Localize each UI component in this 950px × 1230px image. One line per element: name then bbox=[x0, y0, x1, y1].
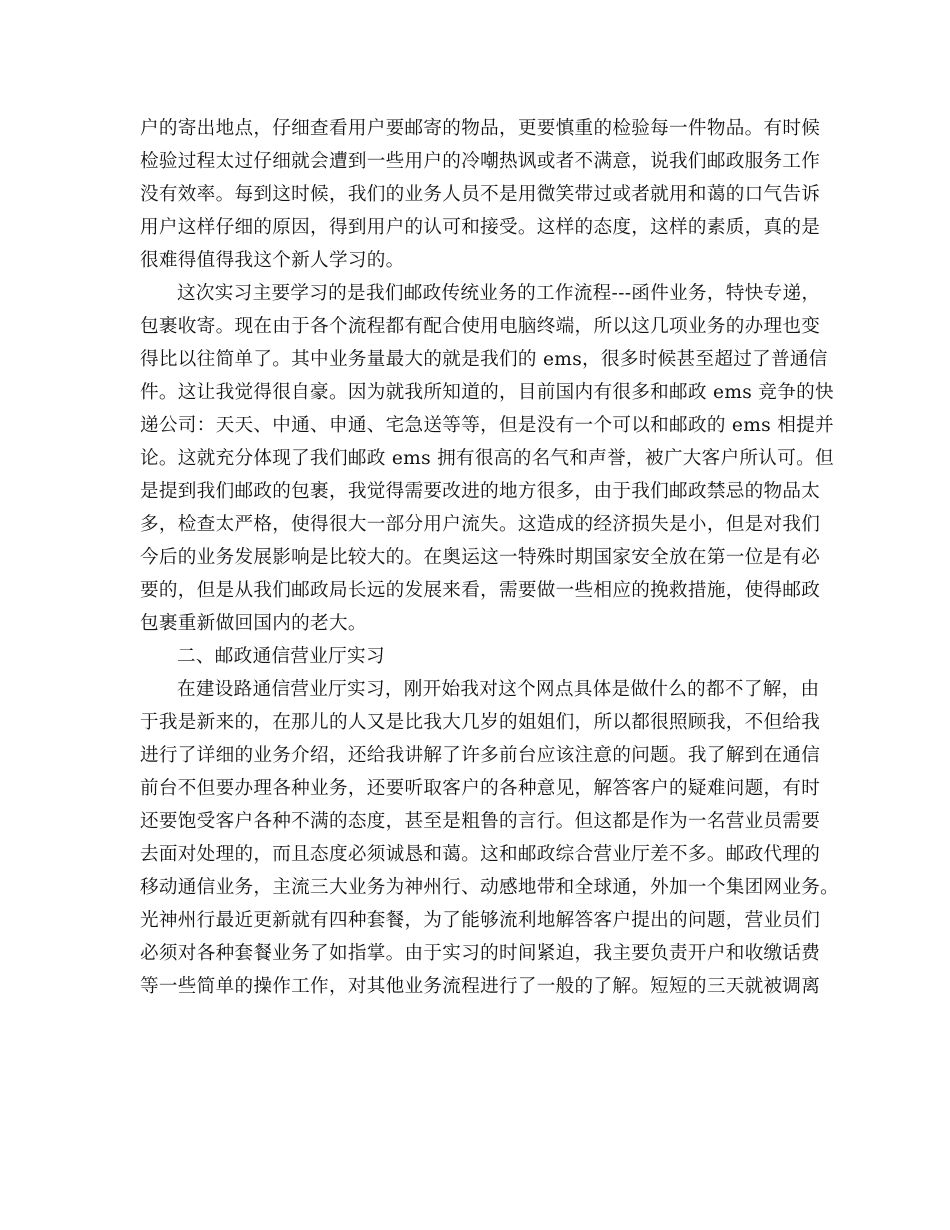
text-line: 去面对处理的，而且态度必须诚恳和蔼。这和邮政综合营业厅差不多。邮政代理的 bbox=[140, 844, 821, 865]
paragraph-first-line: 在建设路通信营业厅实习，刚开始我对这个网点具体是做什么的都不了解，由 bbox=[177, 679, 820, 700]
text-line: 检验过程太过仔细就会遭到一些用户的冷嘲热讽或者不满意，说我们邮政服务工作 bbox=[140, 151, 821, 172]
text-line: 包裹收寄。现在由于各个流程都有配合使用电脑终端，所以这几项业务的办理也变 bbox=[140, 316, 821, 337]
text-line: 户的寄出地点，仔细查看用户要邮寄的物品，更要慎重的检验每一件物品。有时候 bbox=[140, 118, 821, 139]
text-line: 用户这样仔细的原因，得到用户的认可和接受。这样的态度，这样的素质，真的是 bbox=[140, 217, 821, 238]
text-line: 等一些简单的操作工作，对其他业务流程进行了一般的了解。短短的三天就被调离 bbox=[140, 976, 821, 997]
text-line: 没有效率。每到这时候，我们的业务人员不是用微笑带过或者就用和蔼的口气告诉 bbox=[140, 184, 821, 205]
text-line: 今后的业务发展影响是比较大的。在奥运这一特殊时期国家安全放在第一位是有必 bbox=[140, 547, 821, 568]
text-line: 件。这让我觉得很自豪。因为就我所知道的，目前国内有很多和邮政 ems 竞争的快 bbox=[140, 382, 834, 403]
text-line: 光神州行最近更新就有四种套餐，为了能够流利地解答客户提出的问题，营业员们 bbox=[140, 910, 821, 931]
text-line: 包裹重新做回国内的老大。 bbox=[140, 613, 367, 634]
text-line: 得比以往简单了。其中业务量最大的就是我们的 ems，很多时候甚至超过了普通信 bbox=[140, 349, 828, 370]
text-line: 是提到我们邮政的包裹，我觉得需要改进的地方很多，由于我们邮政禁忌的物品太 bbox=[140, 481, 821, 502]
text-line: 还要饱受客户各种不满的态度，甚至是粗鲁的言行。但这都是作为一名营业员需要 bbox=[140, 811, 821, 832]
text-line: 很难得值得我这个新人学习的。 bbox=[140, 250, 405, 271]
text-line: 要的，但是从我们邮政局长远的发展来看，需要做一些相应的挽救措施，使得邮政 bbox=[140, 580, 821, 601]
text-line: 多，检查太严格，使得很大一部分用户流失。这造成的经济损失是小，但是对我们 bbox=[140, 514, 821, 535]
text-line: 移动通信业务，主流三大业务为神州行、动感地带和全球通，外加一个集团网业务。 bbox=[140, 877, 840, 898]
text-line: 于我是新来的，在那儿的人又是比我大几岁的姐姐们，所以都很照顾我，不但给我 bbox=[140, 712, 821, 733]
text-line: 进行了详细的业务介绍，还给我讲解了许多前台应该注意的问题。我了解到在通信 bbox=[140, 745, 821, 766]
text-line: 论。这就充分体现了我们邮政 ems 拥有很高的名气和声誉，被广大客户所认可。但 bbox=[140, 448, 834, 469]
text-line: 前台不但要办理各种业务，还要听取客户的各种意见，解答客户的疑难问题，有时 bbox=[140, 778, 821, 799]
paragraph-first-line: 这次实习主要学习的是我们邮政传统业务的工作流程---函件业务，特快专递， bbox=[177, 283, 821, 304]
text-line: 递公司：天天、中通、申通、宅急送等等，但是没有一个可以和邮政的 ems 相提并 bbox=[140, 415, 834, 436]
text-line: 必须对各种套餐业务了如指掌。由于实习的时间紧迫，我主要负责开户和收缴话费 bbox=[140, 943, 821, 964]
section-heading: 二、邮政通信营业厅实习 bbox=[177, 646, 385, 667]
